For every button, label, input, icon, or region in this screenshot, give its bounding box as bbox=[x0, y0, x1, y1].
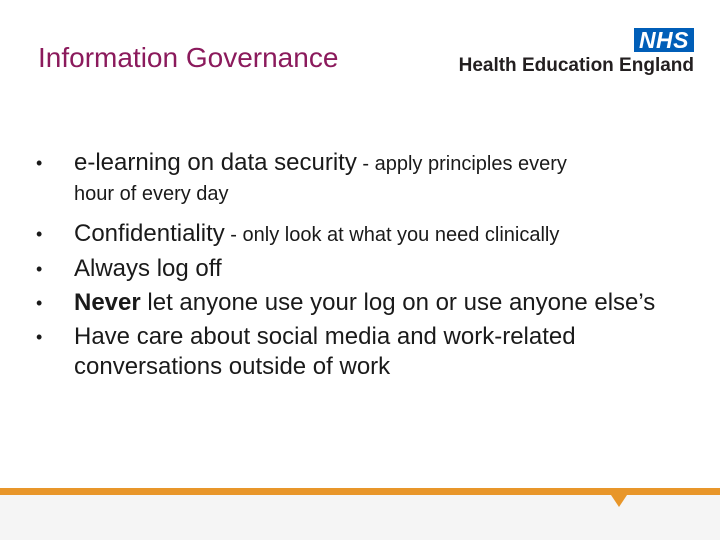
bullet-lead: Always log off bbox=[74, 255, 222, 282]
bullet-rest: let anyone use your log on or use anyone else’s bbox=[140, 289, 656, 316]
bullet-item-never-share bbox=[30, 288, 700, 318]
bullet-item-confidentiality bbox=[30, 219, 700, 250]
bullet-icon: • bbox=[36, 224, 43, 244]
bullet-icon: • bbox=[36, 153, 43, 173]
nhs-logo-badge: NHS bbox=[634, 28, 694, 52]
bullet-lead: e-learning on data security bbox=[74, 149, 357, 176]
footer-accent-bar bbox=[0, 488, 720, 495]
bullet-icon: • bbox=[36, 259, 43, 279]
bullet-emphasis: Never bbox=[74, 289, 141, 316]
bullet-tail: - apply principles every bbox=[356, 153, 567, 175]
organisation-name: Health Education England bbox=[458, 55, 694, 76]
bullet-item-social-media bbox=[30, 322, 700, 382]
bullet-lead: Have care about social media and work-related conversations outside of work bbox=[74, 323, 576, 380]
bullet-list bbox=[30, 148, 700, 386]
bullet-item-elearning bbox=[30, 148, 700, 209]
bullet-icon: • bbox=[36, 293, 43, 313]
footer-notch bbox=[611, 495, 627, 507]
bullet-tail: - only look at what you need clinically bbox=[224, 224, 560, 246]
bullet-icon: • bbox=[36, 327, 43, 347]
bullet-item-log-off bbox=[30, 254, 700, 284]
nhs-heath-education-england-logo bbox=[448, 28, 694, 78]
slide-title: Information Governance bbox=[38, 42, 339, 73]
bullet-lead: Confidentiality bbox=[74, 220, 225, 247]
bullet-subline: hour of every day bbox=[74, 183, 229, 205]
